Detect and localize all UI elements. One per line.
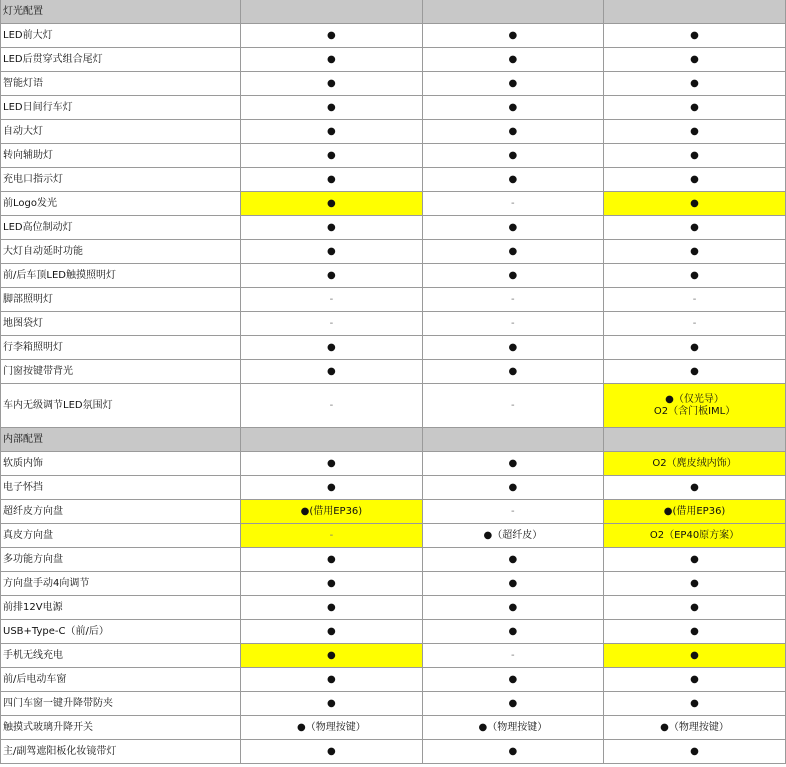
feature-name: 多功能方向盘 (1, 548, 241, 572)
trim-cell-3 (604, 384, 786, 428)
cell-value: - (511, 293, 515, 305)
trim-cell-1 (241, 620, 422, 644)
trim-cell-3 (604, 500, 786, 524)
trim-cell-1 (241, 96, 422, 120)
cell-value: ● (327, 673, 336, 685)
table-row (1, 240, 786, 264)
table-row (1, 692, 786, 716)
trim-cell-1 (241, 192, 422, 216)
feature-name: 转向辅助灯 (1, 144, 241, 168)
feature-name: 方向盘手动4向调节 (1, 572, 241, 596)
trim-cell-1 (241, 572, 422, 596)
trim-cell-2 (422, 288, 603, 312)
cell-value: ● (327, 53, 336, 65)
trim-cell-2 (422, 596, 603, 620)
trim-cell-3 (604, 716, 786, 740)
trim-cell-2 (422, 96, 603, 120)
trim-cell-2 (422, 240, 603, 264)
trim-cell-3 (604, 572, 786, 596)
trim-cell-1 (241, 120, 422, 144)
trim-cell-1 (241, 500, 422, 524)
feature-name: 智能灯语 (1, 72, 241, 96)
cell-value: ● (690, 149, 699, 161)
cell-value: ●（超纤皮） (483, 529, 543, 541)
feature-name: LED后贯穿式组合尾灯 (1, 48, 241, 72)
cell-value: ● (690, 625, 699, 637)
cell-value: ● (327, 173, 336, 185)
cell-value: ● (690, 125, 699, 137)
cell-value: - (511, 505, 515, 517)
cell-value: ● (327, 101, 336, 113)
cell-value: ● (508, 53, 518, 65)
cell-value: ● (690, 197, 699, 209)
trim-cell-1 (241, 288, 422, 312)
cell-value: - (692, 293, 697, 305)
trim-cell-1 (241, 668, 422, 692)
trim-cell-3 (604, 428, 786, 452)
feature-name: 前排12V电源 (1, 596, 241, 620)
feature-name: 超纤皮方向盘 (1, 500, 241, 524)
trim-cell-2 (422, 192, 603, 216)
feature-name: 前/后车顶LED触摸照明灯 (1, 264, 241, 288)
trim-cell-1 (241, 336, 422, 360)
feature-name: LED前大灯 (1, 24, 241, 48)
feature-name: 地图袋灯 (1, 312, 241, 336)
cell-value: ● (508, 149, 518, 161)
trim-cell-1 (241, 644, 422, 668)
trim-cell-2 (422, 524, 603, 548)
cell-value: - (329, 293, 334, 305)
cell-value: - (511, 399, 515, 411)
table-row (1, 596, 786, 620)
trim-cell-1 (241, 72, 422, 96)
table-row (1, 216, 786, 240)
section-title: 内部配置 (1, 428, 241, 452)
trim-cell-1 (241, 692, 422, 716)
table-row (1, 500, 786, 524)
cell-value: - (329, 399, 334, 411)
trim-cell-3 (604, 24, 786, 48)
table-row (1, 620, 786, 644)
cell-value: - (511, 317, 515, 329)
table-row (1, 644, 786, 668)
trim-cell-1 (241, 596, 422, 620)
trim-cell-2 (422, 384, 603, 428)
cell-value: ● (327, 269, 336, 281)
cell-value: ● (690, 481, 699, 493)
cell-value: ● (690, 221, 699, 233)
trim-cell-2 (422, 620, 603, 644)
trim-cell-2 (422, 24, 603, 48)
trim-cell-3 (604, 476, 786, 500)
trim-cell-3 (604, 144, 786, 168)
feature-name: 电子怀挡 (1, 476, 241, 500)
trim-cell-2 (422, 72, 603, 96)
cell-value: ● (508, 577, 518, 589)
feature-name: 大灯自动延时功能 (1, 240, 241, 264)
trim-cell-3 (604, 548, 786, 572)
cell-value: ● (327, 365, 336, 377)
trim-cell-2 (422, 216, 603, 240)
cell-value: ● (690, 245, 699, 257)
trim-cell-3 (604, 620, 786, 644)
cell-value: ● (690, 601, 699, 613)
table-row (1, 144, 786, 168)
trim-cell-3 (604, 740, 786, 764)
cell-value: ● (690, 53, 699, 65)
feature-name: 触摸式玻璃升降开关 (1, 716, 241, 740)
trim-cell-2 (422, 0, 603, 24)
section-header-row (1, 0, 786, 24)
table-row (1, 192, 786, 216)
trim-cell-2 (422, 548, 603, 572)
table-row (1, 48, 786, 72)
table-row (1, 548, 786, 572)
cell-value: ● (508, 341, 518, 353)
cell-value: ● (690, 649, 699, 661)
cell-value: ● (327, 745, 336, 757)
cell-value: ● (327, 457, 336, 469)
trim-cell-2 (422, 572, 603, 596)
table-row (1, 312, 786, 336)
cell-value: - (511, 649, 515, 661)
table-row (1, 96, 786, 120)
trim-cell-3 (604, 216, 786, 240)
cell-value: ● (690, 341, 699, 353)
cell-value: ● (690, 269, 699, 281)
cell-value: ● (327, 553, 336, 565)
cell-value: ● (690, 101, 699, 113)
cell-value: ● (690, 673, 699, 685)
trim-cell-2 (422, 692, 603, 716)
cell-value: - (329, 529, 334, 541)
cell-value: ● (327, 697, 336, 709)
trim-cell-3 (604, 192, 786, 216)
table-row (1, 384, 786, 428)
cell-value: ● (327, 29, 336, 41)
table-row (1, 476, 786, 500)
feature-name: USB+Type-C（前/后） (1, 620, 241, 644)
cell-value: ● (327, 341, 336, 353)
cell-value: ● (690, 77, 699, 89)
cell-value: - (329, 317, 334, 329)
trim-cell-1 (241, 360, 422, 384)
trim-cell-3 (604, 288, 786, 312)
cell-value: O2（麂皮绒内饰） (652, 457, 737, 469)
trim-cell-2 (422, 740, 603, 764)
trim-cell-1 (241, 48, 422, 72)
cell-value: ● (508, 625, 518, 637)
feature-name: 车内无级调节LED氛围灯 (1, 384, 241, 428)
feature-name: 前/后电动车窗 (1, 668, 241, 692)
trim-cell-2 (422, 120, 603, 144)
trim-cell-3 (604, 524, 786, 548)
cell-value: ● (690, 553, 699, 565)
trim-cell-2 (422, 500, 603, 524)
trim-cell-2 (422, 452, 603, 476)
trim-cell-1 (241, 264, 422, 288)
trim-cell-1 (241, 452, 422, 476)
cell-value: ● (508, 553, 518, 565)
trim-cell-2 (422, 716, 603, 740)
table-row (1, 288, 786, 312)
cell-value: ● (690, 697, 699, 709)
feature-name: 软质内饰 (1, 452, 241, 476)
section-header-row (1, 428, 786, 452)
trim-cell-3 (604, 96, 786, 120)
cell-value: ● (690, 29, 699, 41)
feature-name: 行李箱照明灯 (1, 336, 241, 360)
cell-value: ● (508, 481, 518, 493)
table-row (1, 524, 786, 548)
feature-name: 门窗按键带背光 (1, 360, 241, 384)
cell-value: ● (327, 77, 336, 89)
cell-value: ● (327, 197, 336, 209)
cell-value: ●(借用EP36) (663, 505, 726, 517)
cell-value: ● (690, 365, 699, 377)
trim-cell-2 (422, 476, 603, 500)
table-row (1, 336, 786, 360)
trim-cell-3 (604, 264, 786, 288)
trim-cell-1 (241, 144, 422, 168)
trim-cell-1 (241, 524, 422, 548)
trim-cell-3 (604, 48, 786, 72)
trim-cell-1 (241, 476, 422, 500)
trim-cell-1 (241, 716, 422, 740)
cell-value: ● (327, 149, 336, 161)
cell-value: ●（仅光导） (665, 393, 724, 405)
spec-table-body (1, 0, 786, 764)
trim-cell-2 (422, 312, 603, 336)
trim-cell-1 (241, 168, 422, 192)
table-row (1, 264, 786, 288)
cell-value: ● (508, 697, 518, 709)
trim-cell-2 (422, 428, 603, 452)
trim-cell-3 (604, 668, 786, 692)
table-row (1, 24, 786, 48)
table-row (1, 572, 786, 596)
cell-value: ● (508, 457, 518, 469)
feature-name: LED高位制动灯 (1, 216, 241, 240)
trim-cell-2 (422, 668, 603, 692)
cell-value: ● (327, 221, 336, 233)
table-row (1, 740, 786, 764)
trim-cell-2 (422, 144, 603, 168)
cell-value: ●（物理按键） (478, 721, 548, 733)
cell-value: ● (508, 101, 518, 113)
cell-value: ● (327, 125, 336, 137)
trim-cell-3 (604, 360, 786, 384)
feature-name: 脚部照明灯 (1, 288, 241, 312)
cell-value: ●(借用EP36) (300, 505, 363, 517)
cell-value: ● (327, 481, 336, 493)
cell-value: ● (508, 29, 518, 41)
cell-value: ● (508, 601, 518, 613)
table-row (1, 120, 786, 144)
trim-cell-2 (422, 168, 603, 192)
table-row (1, 168, 786, 192)
feature-name: 自动大灯 (1, 120, 241, 144)
trim-cell-3 (604, 168, 786, 192)
cell-value: ●（物理按键） (297, 721, 366, 733)
cell-value: ● (508, 365, 518, 377)
feature-name: 主/副驾遮阳板化妆镜带灯 (1, 740, 241, 764)
cell-value: - (692, 317, 697, 329)
trim-cell-1 (241, 24, 422, 48)
cell-value: ● (690, 745, 699, 757)
table-row (1, 668, 786, 692)
trim-cell-3 (604, 0, 786, 24)
cell-value: ● (327, 577, 336, 589)
cell-value: O2（EP40原方案） (649, 529, 740, 541)
trim-cell-3 (604, 452, 786, 476)
trim-cell-1 (241, 384, 422, 428)
trim-cell-2 (422, 48, 603, 72)
feature-name: LED日间行车灯 (1, 96, 241, 120)
cell-value: ● (690, 173, 699, 185)
trim-cell-1 (241, 216, 422, 240)
trim-cell-3 (604, 120, 786, 144)
feature-name: 充电口指示灯 (1, 168, 241, 192)
trim-cell-3 (604, 240, 786, 264)
feature-name: 真皮方向盘 (1, 524, 241, 548)
cell-value: ● (508, 221, 518, 233)
feature-name: 手机无线充电 (1, 644, 241, 668)
cell-value: ●（物理按键） (660, 721, 729, 733)
cell-value: ● (508, 245, 518, 257)
trim-cell-3 (604, 72, 786, 96)
table-row (1, 452, 786, 476)
cell-value: ● (508, 77, 518, 89)
trim-cell-3 (604, 312, 786, 336)
trim-cell-3 (604, 644, 786, 668)
cell-value-line2: O2（含门板IML） (653, 405, 736, 417)
cell-value: ● (508, 173, 518, 185)
cell-value: ● (508, 673, 518, 685)
section-title: 灯光配置 (1, 0, 241, 24)
cell-value: ● (327, 601, 336, 613)
cell-value: ● (508, 125, 518, 137)
trim-cell-1 (241, 428, 422, 452)
cell-value: - (511, 197, 515, 209)
cell-value: ● (327, 649, 336, 661)
trim-cell-1 (241, 548, 422, 572)
trim-cell-3 (604, 336, 786, 360)
feature-name: 前Logo发光 (1, 192, 241, 216)
table-row (1, 360, 786, 384)
trim-cell-3 (604, 596, 786, 620)
trim-cell-2 (422, 360, 603, 384)
cell-value: ● (327, 625, 336, 637)
trim-cell-1 (241, 240, 422, 264)
cell-value: ● (327, 245, 336, 257)
trim-cell-2 (422, 264, 603, 288)
trim-cell-1 (241, 0, 422, 24)
trim-cell-3 (604, 692, 786, 716)
cell-value: ● (508, 269, 518, 281)
table-row (1, 72, 786, 96)
trim-cell-1 (241, 740, 422, 764)
feature-name: 四门车窗一键升降带防夹 (1, 692, 241, 716)
cell-value: ● (508, 745, 518, 757)
cell-value: ● (690, 577, 699, 589)
trim-cell-1 (241, 312, 422, 336)
trim-cell-2 (422, 336, 603, 360)
table-row (1, 716, 786, 740)
trim-cell-2 (422, 644, 603, 668)
